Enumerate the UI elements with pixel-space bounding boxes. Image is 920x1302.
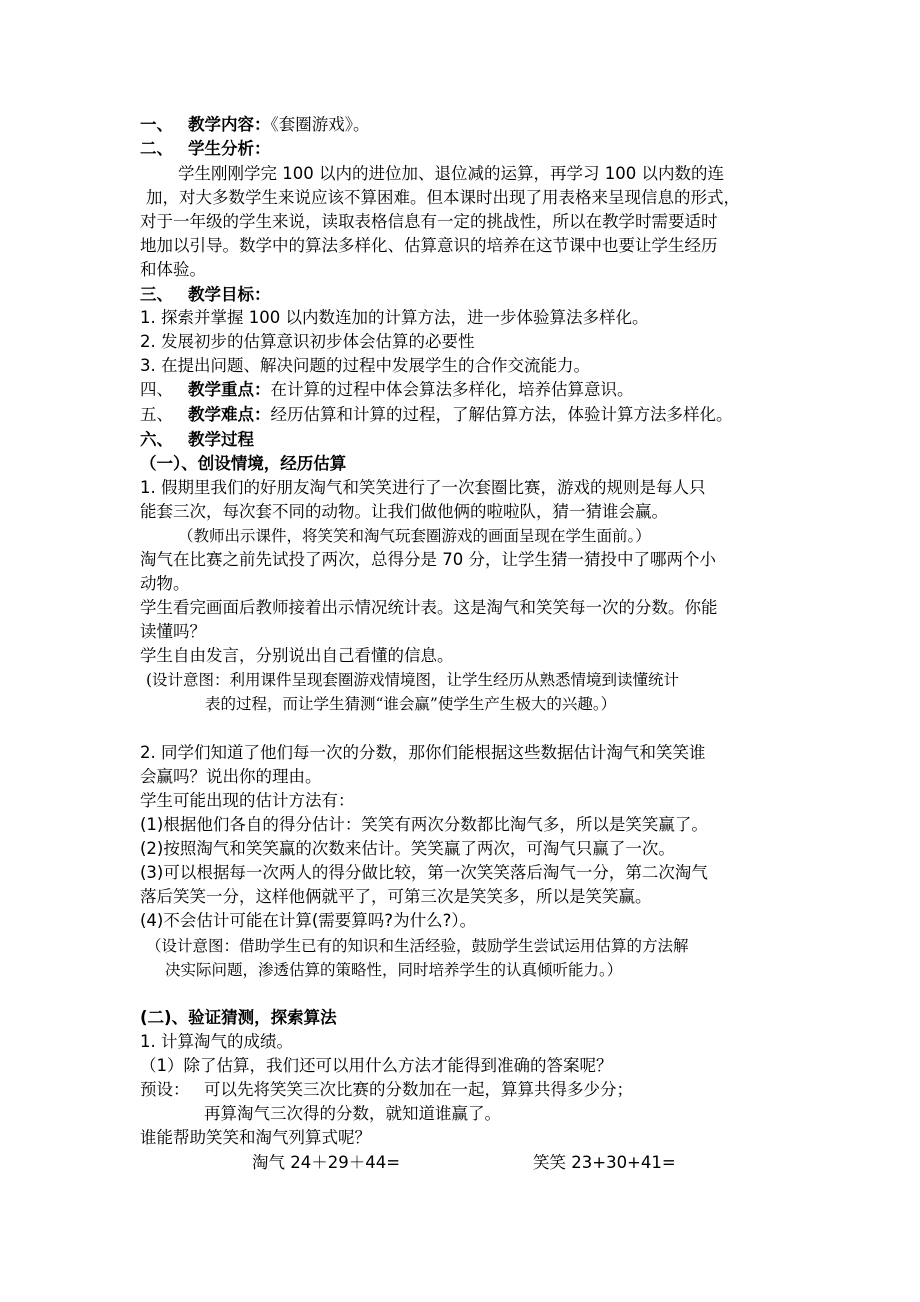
paragraph-line: 学生可能出现的估计方法有： bbox=[140, 791, 355, 810]
paragraph-line: 1. 计算淘气的成绩。 bbox=[140, 1032, 293, 1051]
section-1-heading: 一、 教学内容：《套圈游戏》。 bbox=[140, 115, 370, 134]
section-6-heading: 六、 教学过程 bbox=[140, 430, 254, 449]
paragraph-line: 读懂吗？ bbox=[140, 622, 206, 641]
analysis-line: 和体验。 bbox=[140, 260, 206, 279]
paragraph-line: 1. 假期里我们的好朋友淘气和笑笑进行了一次套圈比赛，游戏的规则是每人只 bbox=[140, 478, 706, 497]
analysis-line: 对于一年级的学生来说，读取表格信息有一定的挑战性，所以在教学时需要适时 bbox=[140, 212, 718, 231]
goal-item: 3. 在提出问题、解决问题的过程中发展学生的合作交流能力。 bbox=[140, 356, 590, 375]
analysis-line: 学生刚刚学完 100 以内的进位加、退位减的运算，再学习 100 以内数的连 bbox=[178, 164, 724, 183]
paragraph-line: 学生自由发言，分别说出自己看懂的信息。 bbox=[140, 646, 454, 665]
design-note: 表的过程，而让学生猜测“谁会赢”使学生产生极大的兴趣。） bbox=[205, 695, 617, 713]
paragraph-line: 学生看完画面后教师接着出示情况统计表。这是淘气和笑笑每一次的分数。你能 bbox=[140, 598, 718, 617]
preset-line: 再算淘气三次得的分数，就知道谁赢了。 bbox=[204, 1104, 501, 1123]
method-item: (1)根据他们各自的得分估计：笑笑有两次分数都比淘气多，所以是笑笑赢了。 bbox=[140, 815, 708, 834]
paragraph-line: （1）除了估算，我们还可以用什么方法才能得到准确的答案呢？ bbox=[140, 1056, 613, 1075]
section-5-line: 五、 教学难点：经历估算和计算的过程，了解估算方法，体验计算方法多样化。 bbox=[140, 405, 733, 424]
section-4-line: 四、 教学重点：在计算的过程中体会算法多样化，培养估算意识。 bbox=[140, 380, 634, 399]
paragraph-line: 2. 同学们知道了他们每一次的分数，那你们能根据这些数据估计淘气和笑笑谁 bbox=[140, 743, 706, 762]
design-note: 决实际问题，渗透估算的策略性，同时培养学生的认真倾听能力。） bbox=[165, 961, 623, 979]
paragraph-line: 会赢吗？说出你的理由。 bbox=[140, 767, 322, 786]
analysis-line: 加，对大多数学生来说应该不算困难。但本课时出现了用表格来呈现信息的形式， bbox=[146, 188, 740, 207]
paragraph-line: 淘气在比赛之前先试投了两次，总得分是 70 分，让学生猜一猜投中了哪两个小 bbox=[140, 550, 716, 569]
paragraph-line: 能套三次，每次套不同的动物。让我们做他俩的啦啦队，猜一猜谁会赢。 bbox=[140, 502, 668, 521]
analysis-line: 地加以引导。数学中的算法多样化、估算意识的培养在这节课中也要让学生经历 bbox=[140, 236, 718, 255]
method-item: (3)可以根据每一次两人的得分做比较，第一次笑笑落后淘气一分，第二次淘气 bbox=[140, 863, 708, 882]
equation: 笑笑 23+30+41= bbox=[533, 1153, 676, 1172]
section-2-heading: 二、 学生分析： bbox=[140, 139, 271, 158]
method-item: 落后笑笑一分，这样他俩就平了，可第三次是笑笑多，所以是笑笑赢。 bbox=[140, 887, 652, 906]
goal-item: 1. 探索并掌握 100 以内数连加的计算方法，进一步体验算法多样化。 bbox=[140, 308, 649, 327]
design-note: (设计意图：利用课件呈现套圈游戏情境图，让学生经历从熟悉情境到读懂统计 bbox=[146, 671, 680, 689]
part-1-heading: （一）、创设情境，经历估算 bbox=[140, 454, 347, 473]
preset-line: 预设： 可以先将笑笑三次比赛的分数加在一起，算算共得多少分； bbox=[140, 1080, 633, 1099]
method-item: (2)按照淘气和笑笑赢的次数来估计。笑笑赢了两次，可淘气只赢了一次。 bbox=[140, 839, 675, 858]
equation: 淘气 24＋29＋44= bbox=[252, 1153, 401, 1172]
teacher-note: （教师出示课件，将笑笑和淘气玩套圈游戏的画面呈现在学生面前。） bbox=[178, 527, 651, 545]
section-3-heading: 三、 教学目标： bbox=[140, 285, 271, 304]
design-note: （设计意图：借助学生已有的知识和生活经验，鼓励学生尝试运用估算的方法解 bbox=[146, 937, 689, 955]
paragraph-line: 动物。 bbox=[140, 574, 190, 593]
part-2-heading: (二)、验证猜测，探索算法 bbox=[140, 1008, 337, 1027]
goal-item: 2. 发展初步的估算意识初步体会估算的必要性 bbox=[140, 332, 475, 351]
paragraph-line: 谁能帮助笑笑和淘气列算式呢？ bbox=[140, 1128, 371, 1147]
method-item: (4)不会估计可能在计算(需要算吗?为什么?）。 bbox=[140, 911, 477, 930]
